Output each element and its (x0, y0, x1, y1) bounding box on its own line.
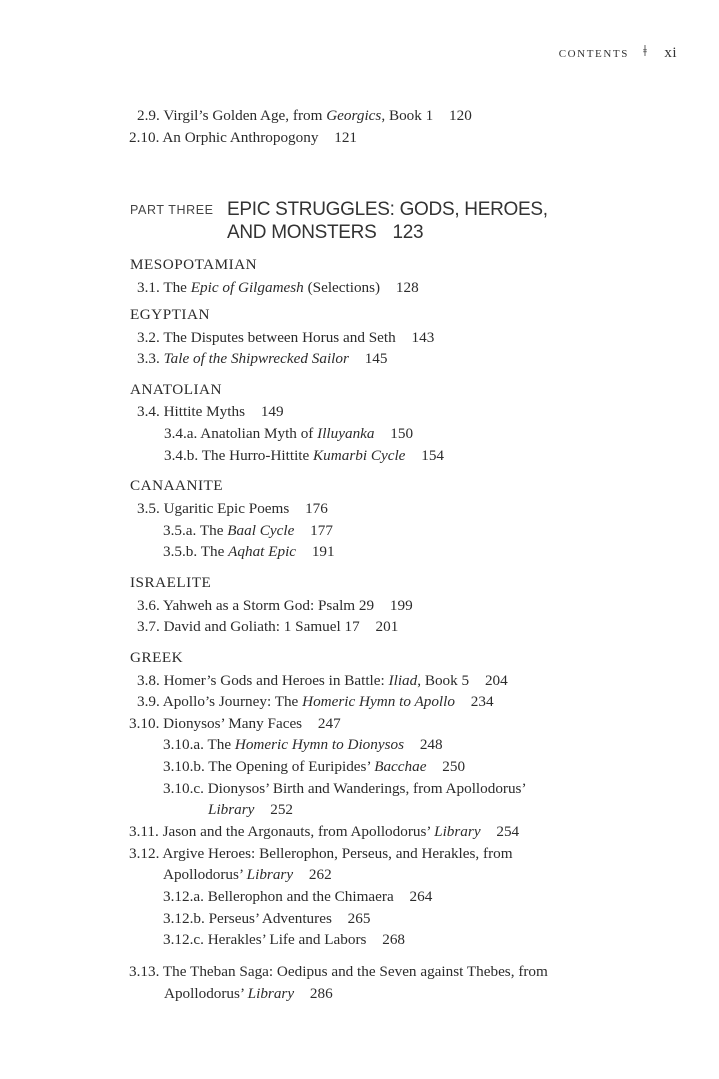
entry-number: 3.7. (137, 618, 160, 635)
entry-title-italic: Tale of the Shipwrecked Sailor (163, 350, 349, 367)
entry-title: Apollodorus’ (164, 985, 248, 1002)
entry-title-italic: Aqhat Epic (228, 543, 297, 560)
entry-page: 286 (309, 985, 333, 1002)
entry-page: 248 (419, 736, 443, 753)
entry-number: 3.1. (137, 279, 160, 296)
part-title-text: AND MONSTERS (227, 222, 377, 243)
entry-number: 3.12.a. (163, 888, 204, 905)
toc-subentry (163, 735, 443, 755)
entry-title-italic: Illuyanka (317, 425, 375, 442)
toc-subentry (163, 521, 333, 541)
entry-number: 3.5.a. (163, 522, 197, 539)
toc-entry (137, 349, 387, 369)
entry-title: Argive Heroes: Bellerophon, Perseus, and Herakles, from (162, 845, 513, 862)
entry-page: 262 (308, 866, 332, 883)
section-heading: MESOPOTAMIAN (130, 256, 258, 273)
entry-title: The (200, 543, 229, 560)
toc-entry (137, 328, 434, 348)
entry-title: Apollodorus’ (163, 866, 247, 883)
toc-entry (137, 278, 419, 298)
toc-entry (129, 714, 341, 734)
entry-title: Jason and the Argonauts, from Apollodorus’ (162, 823, 435, 840)
section-heading: CANAANITE (130, 477, 224, 494)
entry-page: 204 (484, 672, 508, 689)
entry-number: 3.12. (129, 845, 160, 862)
part-page: 123 (392, 222, 424, 243)
entry-page: 145 (364, 350, 388, 367)
entry-title: David and Goliath: 1 Samuel 17 (163, 618, 360, 635)
entry-page: 199 (389, 597, 413, 614)
entry-number: 3.4.b. (164, 447, 199, 464)
entry-page: 254 (496, 823, 520, 840)
entry-title: Hittite Myths (163, 403, 246, 420)
entry-title-italic: Iliad (388, 672, 418, 689)
toc-entry (137, 499, 328, 519)
entry-title-italic: Kumarbi Cycle (313, 447, 406, 464)
toc-entry (137, 402, 284, 422)
entry-page: 154 (421, 447, 445, 464)
entry-title-italic: Homeric Hymn to Apollo (302, 693, 455, 710)
entry-title: Perseus’ Adventures (208, 910, 332, 927)
toc-entry-continuation (163, 865, 332, 885)
entry-title: Homer’s Gods and Heroes in Battle: (163, 672, 389, 689)
toc-subentry (163, 909, 370, 929)
entry-title: Ugaritic Epic Poems (163, 500, 290, 517)
toc-subentry (164, 446, 444, 466)
entry-title: The Hurro-Hittite (201, 447, 314, 464)
entry-title: The Opening of Euripides’ (208, 758, 375, 775)
entry-title-italic: Homeric Hymn to Dionysos (234, 736, 405, 753)
entry-number: 3.8. (137, 672, 160, 689)
entry-title-suffix: , Book 5 (417, 672, 470, 689)
toc-entry (129, 844, 513, 864)
entry-number: 3.10.a. (163, 736, 204, 753)
entry-number: 3.12.b. (163, 910, 205, 927)
section-heading: ISRAELITE (130, 574, 212, 591)
entry-page: 176 (305, 500, 328, 517)
entry-title: The Theban Saga: Oedipus and the Seven against Thebes, from (162, 963, 548, 980)
part-title (227, 198, 548, 244)
entry-title: Dionysos’ Birth and Wanderings, from Apollodorus’ (207, 780, 527, 797)
entry-page: 268 (382, 931, 405, 948)
entry-title-italic: Bacchae (374, 758, 427, 775)
toc-entry-continuation (164, 984, 333, 1004)
entry-title: Apollo’s Journey: The (162, 693, 303, 710)
entry-page: 201 (375, 618, 399, 635)
entry-page: 128 (395, 279, 419, 296)
entry-number: 2.10. (129, 129, 160, 146)
entry-number: 3.12.c. (163, 931, 204, 948)
entry-page: 121 (334, 129, 358, 146)
toc-entry (137, 596, 413, 616)
entry-page: 234 (470, 693, 494, 710)
entry-page: 149 (260, 403, 284, 420)
entry-number: 3.3. (137, 350, 160, 367)
entry-page: 143 (411, 329, 435, 346)
entry-number: 3.11. (129, 823, 159, 840)
entry-page: 120 (449, 107, 472, 124)
entry-page: 264 (409, 888, 433, 905)
toc-subentry (163, 930, 405, 950)
entry-title-suffix: (Selections) (303, 279, 381, 296)
entry-title-italic: Georgics (326, 107, 382, 124)
toc-subentry (164, 424, 413, 444)
entry-title: Herakles’ Life and Labors (207, 931, 367, 948)
section-heading: ANATOLIAN (130, 381, 222, 398)
entry-title-italic: Library (247, 985, 295, 1002)
entry-title: The Disputes between Horus and Seth (163, 329, 396, 346)
entry-page: 177 (310, 522, 333, 539)
entry-title: The (207, 736, 235, 753)
toc-subentry (163, 887, 432, 907)
toc-subentry (163, 757, 465, 777)
toc-entry (129, 128, 357, 148)
entry-title: The (163, 279, 191, 296)
part-title-line (227, 221, 548, 244)
entry-page: 252 (270, 801, 293, 818)
entry-number: 3.6. (137, 597, 160, 614)
entry-number: 3.5.b. (163, 543, 198, 560)
toc-entry (137, 106, 472, 126)
entry-number: 3.13. (129, 963, 160, 980)
running-head-label: contents (558, 44, 629, 61)
entry-title-italic: Library (246, 866, 294, 883)
entry-title: Virgil’s Golden Age, from (163, 107, 327, 124)
running-head (559, 44, 677, 62)
dagger-ornament-icon: ǂ (642, 43, 649, 60)
toc-entry (137, 671, 508, 691)
entry-title: Dionysos’ Many Faces (163, 715, 303, 732)
toc-entry (137, 692, 494, 712)
entry-page: 191 (311, 543, 335, 560)
entry-number: 2.9. (137, 107, 160, 124)
toc-subentry (163, 542, 335, 562)
entry-number: 3.4.a. (164, 425, 198, 442)
toc-entry (129, 962, 548, 982)
part-title-line: EPIC STRUGGLES: GODS, HEROES, (227, 199, 548, 220)
entry-page: 247 (317, 715, 341, 732)
part-label: PART THREE (130, 203, 214, 217)
entry-title-italic: Baal Cycle (227, 522, 295, 539)
entry-page: 150 (390, 425, 414, 442)
entry-title: The (199, 522, 228, 539)
entry-title-suffix: , Book 1 (381, 107, 434, 124)
page-number: xi (664, 44, 677, 61)
entry-title-italic: Epic of Gilgamesh (190, 279, 304, 296)
entry-number: 3.2. (137, 329, 160, 346)
entry-title-italic: Library (434, 823, 481, 840)
section-heading: GREEK (130, 649, 184, 666)
toc-subentry (163, 779, 527, 799)
entry-title: Bellerophon and the Chimaera (207, 888, 394, 905)
toc-entry (129, 822, 519, 842)
entry-title: Anatolian Myth of (200, 425, 318, 442)
entry-page: 250 (442, 758, 466, 775)
entry-number: 3.9. (137, 693, 160, 710)
section-heading: EGYPTIAN (130, 306, 210, 323)
entry-number: 3.10.c. (163, 780, 204, 797)
entry-title: Yahweh as a Storm God: Psalm 29 (163, 597, 375, 614)
entry-page: 265 (347, 910, 371, 927)
entry-number: 3.5. (137, 500, 160, 517)
entry-number: 3.10.b. (163, 758, 205, 775)
entry-number: 3.4. (137, 403, 160, 420)
entry-title: An Orphic Anthropogony (162, 129, 319, 146)
entry-number: 3.10. (129, 715, 160, 732)
entry-title-italic: Library (208, 801, 255, 818)
toc-entry (137, 617, 398, 637)
toc-subentry-continuation (208, 800, 293, 820)
